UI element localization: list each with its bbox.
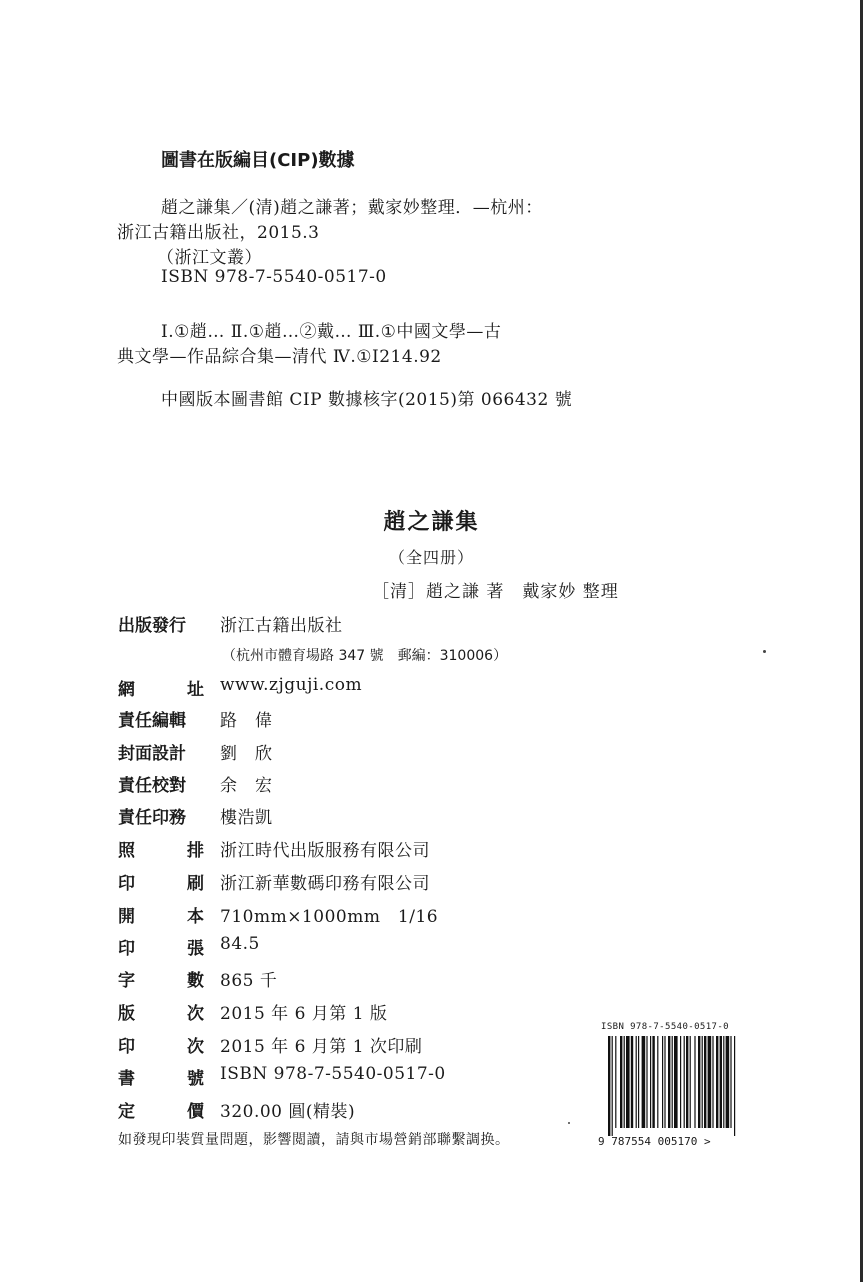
info-value: 2015 年 6 月第 1 次印刷 (220, 1037, 423, 1057)
info-label (118, 1032, 204, 1057)
info-label-char-1: 書 (118, 1069, 135, 1089)
barcode-bar (638, 1036, 639, 1128)
barcode-bar (712, 1036, 713, 1128)
barcode-bar (694, 1036, 695, 1128)
cip-heading: 圖書在版編目(CIP)數據 (161, 150, 355, 171)
info-label-char-2: 排 (187, 841, 204, 861)
info-label-char-1: 字 (118, 971, 135, 991)
barcode-bar (723, 1036, 724, 1128)
info-label (118, 1064, 204, 1089)
info-value: www.zjguji.com (220, 675, 363, 695)
cip-line-7: 中國版本圖書館 CIP 數據核字(2015)第 066432 號 (161, 390, 573, 410)
info-label-char-2: 次 (187, 1004, 204, 1024)
info-value: 2015 年 6 月第 1 版 (220, 1004, 388, 1024)
barcode-bar (631, 1036, 633, 1128)
barcode-isbn-text: ISBN 978-7-5540-0517-0 (601, 1022, 730, 1032)
barcode-bar (734, 1036, 735, 1136)
info-label (118, 934, 204, 959)
barcode-bar (657, 1036, 658, 1128)
cip-line-4: ISBN 978-7-5540-0517-0 (161, 267, 387, 287)
barcode-bar (702, 1036, 703, 1128)
barcode-bar (668, 1036, 670, 1128)
info-label-char-1: 定 (118, 1102, 135, 1122)
info-value: 浙江新華數碼印務有限公司 (220, 874, 430, 894)
barcode-bar (650, 1036, 651, 1128)
info-label-char-1: 印 (118, 1037, 135, 1057)
info-label (118, 869, 204, 894)
barcode-bar (674, 1036, 678, 1128)
barcode-bar (684, 1036, 685, 1128)
barcode-bar (652, 1036, 654, 1128)
info-label-char-1: 印 (118, 874, 135, 894)
cip-line-2: 浙江古籍出版社，2015.3 (117, 223, 320, 243)
info-label: 出版發行 (118, 616, 186, 636)
info-value: 路 偉 (220, 711, 273, 731)
footer-note: 如發現印裝質量問題，影響閲讀，請與市場營銷部聯繫調换。 (118, 1132, 510, 1148)
barcode-bar (626, 1036, 630, 1128)
info-label-char-2: 張 (187, 939, 204, 959)
info-label-char-1: 版 (118, 1004, 135, 1024)
info-label-char-2: 刷 (187, 874, 204, 894)
info-label-char-2: 次 (187, 1037, 204, 1057)
info-value: 865 千 (220, 971, 278, 991)
info-value: 樓浩凱 (220, 808, 273, 828)
info-value: ISBN 978-7-5540-0517-0 (220, 1064, 446, 1084)
barcode-bar (642, 1036, 646, 1128)
info-value: 84.5 (220, 934, 260, 954)
barcode-bar (686, 1036, 688, 1128)
cip-line-3: （浙江文叢） (157, 248, 262, 268)
speck-dot (568, 1122, 570, 1124)
barcode-bars (598, 1036, 766, 1136)
info-label-char-2: 號 (187, 1069, 204, 1089)
barcode-bar (690, 1036, 691, 1128)
info-label: 責任印務 (118, 808, 186, 828)
barcode-digits: 9 787554 005170 > (598, 1135, 711, 1148)
info-label (118, 999, 204, 1024)
info-label (118, 836, 204, 861)
info-label: 封面設計 (118, 744, 186, 764)
barcode-bar (624, 1036, 625, 1128)
info-label: 責任編輯 (118, 711, 186, 731)
barcode-bar (615, 1036, 616, 1128)
book-title: 趙之謙集 (383, 510, 480, 535)
info-label (118, 966, 204, 991)
info-value: 320.00 圓(精裝) (220, 1102, 356, 1122)
info-value: 浙江時代出版服務有限公司 (220, 841, 430, 861)
info-label-char-1: 印 (118, 939, 135, 959)
publisher-address: （杭州市體育場路 347 號 郵編：310006） (222, 648, 508, 664)
barcode-bar (636, 1036, 637, 1128)
barcode-bar (612, 1036, 613, 1136)
book-volumes: （全四册） (388, 548, 474, 567)
barcode-bar (608, 1036, 610, 1136)
info-label-char-1: 開 (118, 907, 135, 927)
info-value: 劉 欣 (220, 744, 273, 764)
info-value: 余 宏 (220, 776, 273, 796)
barcode-bar (664, 1036, 665, 1128)
barcode-bar (708, 1036, 712, 1128)
cip-line-1: 趙之謙集／(清)趙之謙著；戴家妙整理．—杭州： (161, 198, 543, 218)
info-label (118, 1097, 204, 1122)
barcode-bar (662, 1036, 663, 1128)
speck-dot (763, 650, 766, 653)
barcode-bar (698, 1036, 700, 1128)
info-label-char-2: 價 (187, 1102, 204, 1122)
cip-line-6: 典文學—作品綜合集—清代 Ⅳ.①I214.92 (117, 347, 442, 367)
barcode-bar (720, 1036, 722, 1128)
barcode (598, 1022, 766, 1152)
barcode-bar (730, 1036, 731, 1128)
barcode-bar (704, 1036, 706, 1128)
cip-line-5: Ⅰ.①趙… Ⅱ.①趙…②戴… Ⅲ.①中國文學—古 (161, 322, 502, 342)
info-value: 浙江古籍出版社 (220, 616, 343, 636)
barcode-bar (646, 1036, 647, 1128)
barcode-bar (620, 1036, 622, 1128)
info-label-char-2: 址 (187, 680, 204, 700)
barcode-bar (680, 1036, 681, 1128)
info-label (118, 675, 204, 700)
info-label-char-1: 照 (118, 841, 135, 861)
book-authors: ［清］趙之謙 著 戴家妙 整理 (372, 582, 619, 602)
info-label-char-2: 本 (187, 907, 204, 927)
info-label: 責任校對 (118, 776, 186, 796)
info-label-char-2: 數 (187, 971, 204, 991)
info-label (118, 902, 204, 927)
info-label-char-1: 網 (118, 680, 135, 700)
barcode-bar (672, 1036, 673, 1128)
info-value: 710mm×1000mm 1/16 (220, 907, 439, 927)
barcode-bar (726, 1036, 730, 1128)
barcode-bar (716, 1036, 718, 1128)
